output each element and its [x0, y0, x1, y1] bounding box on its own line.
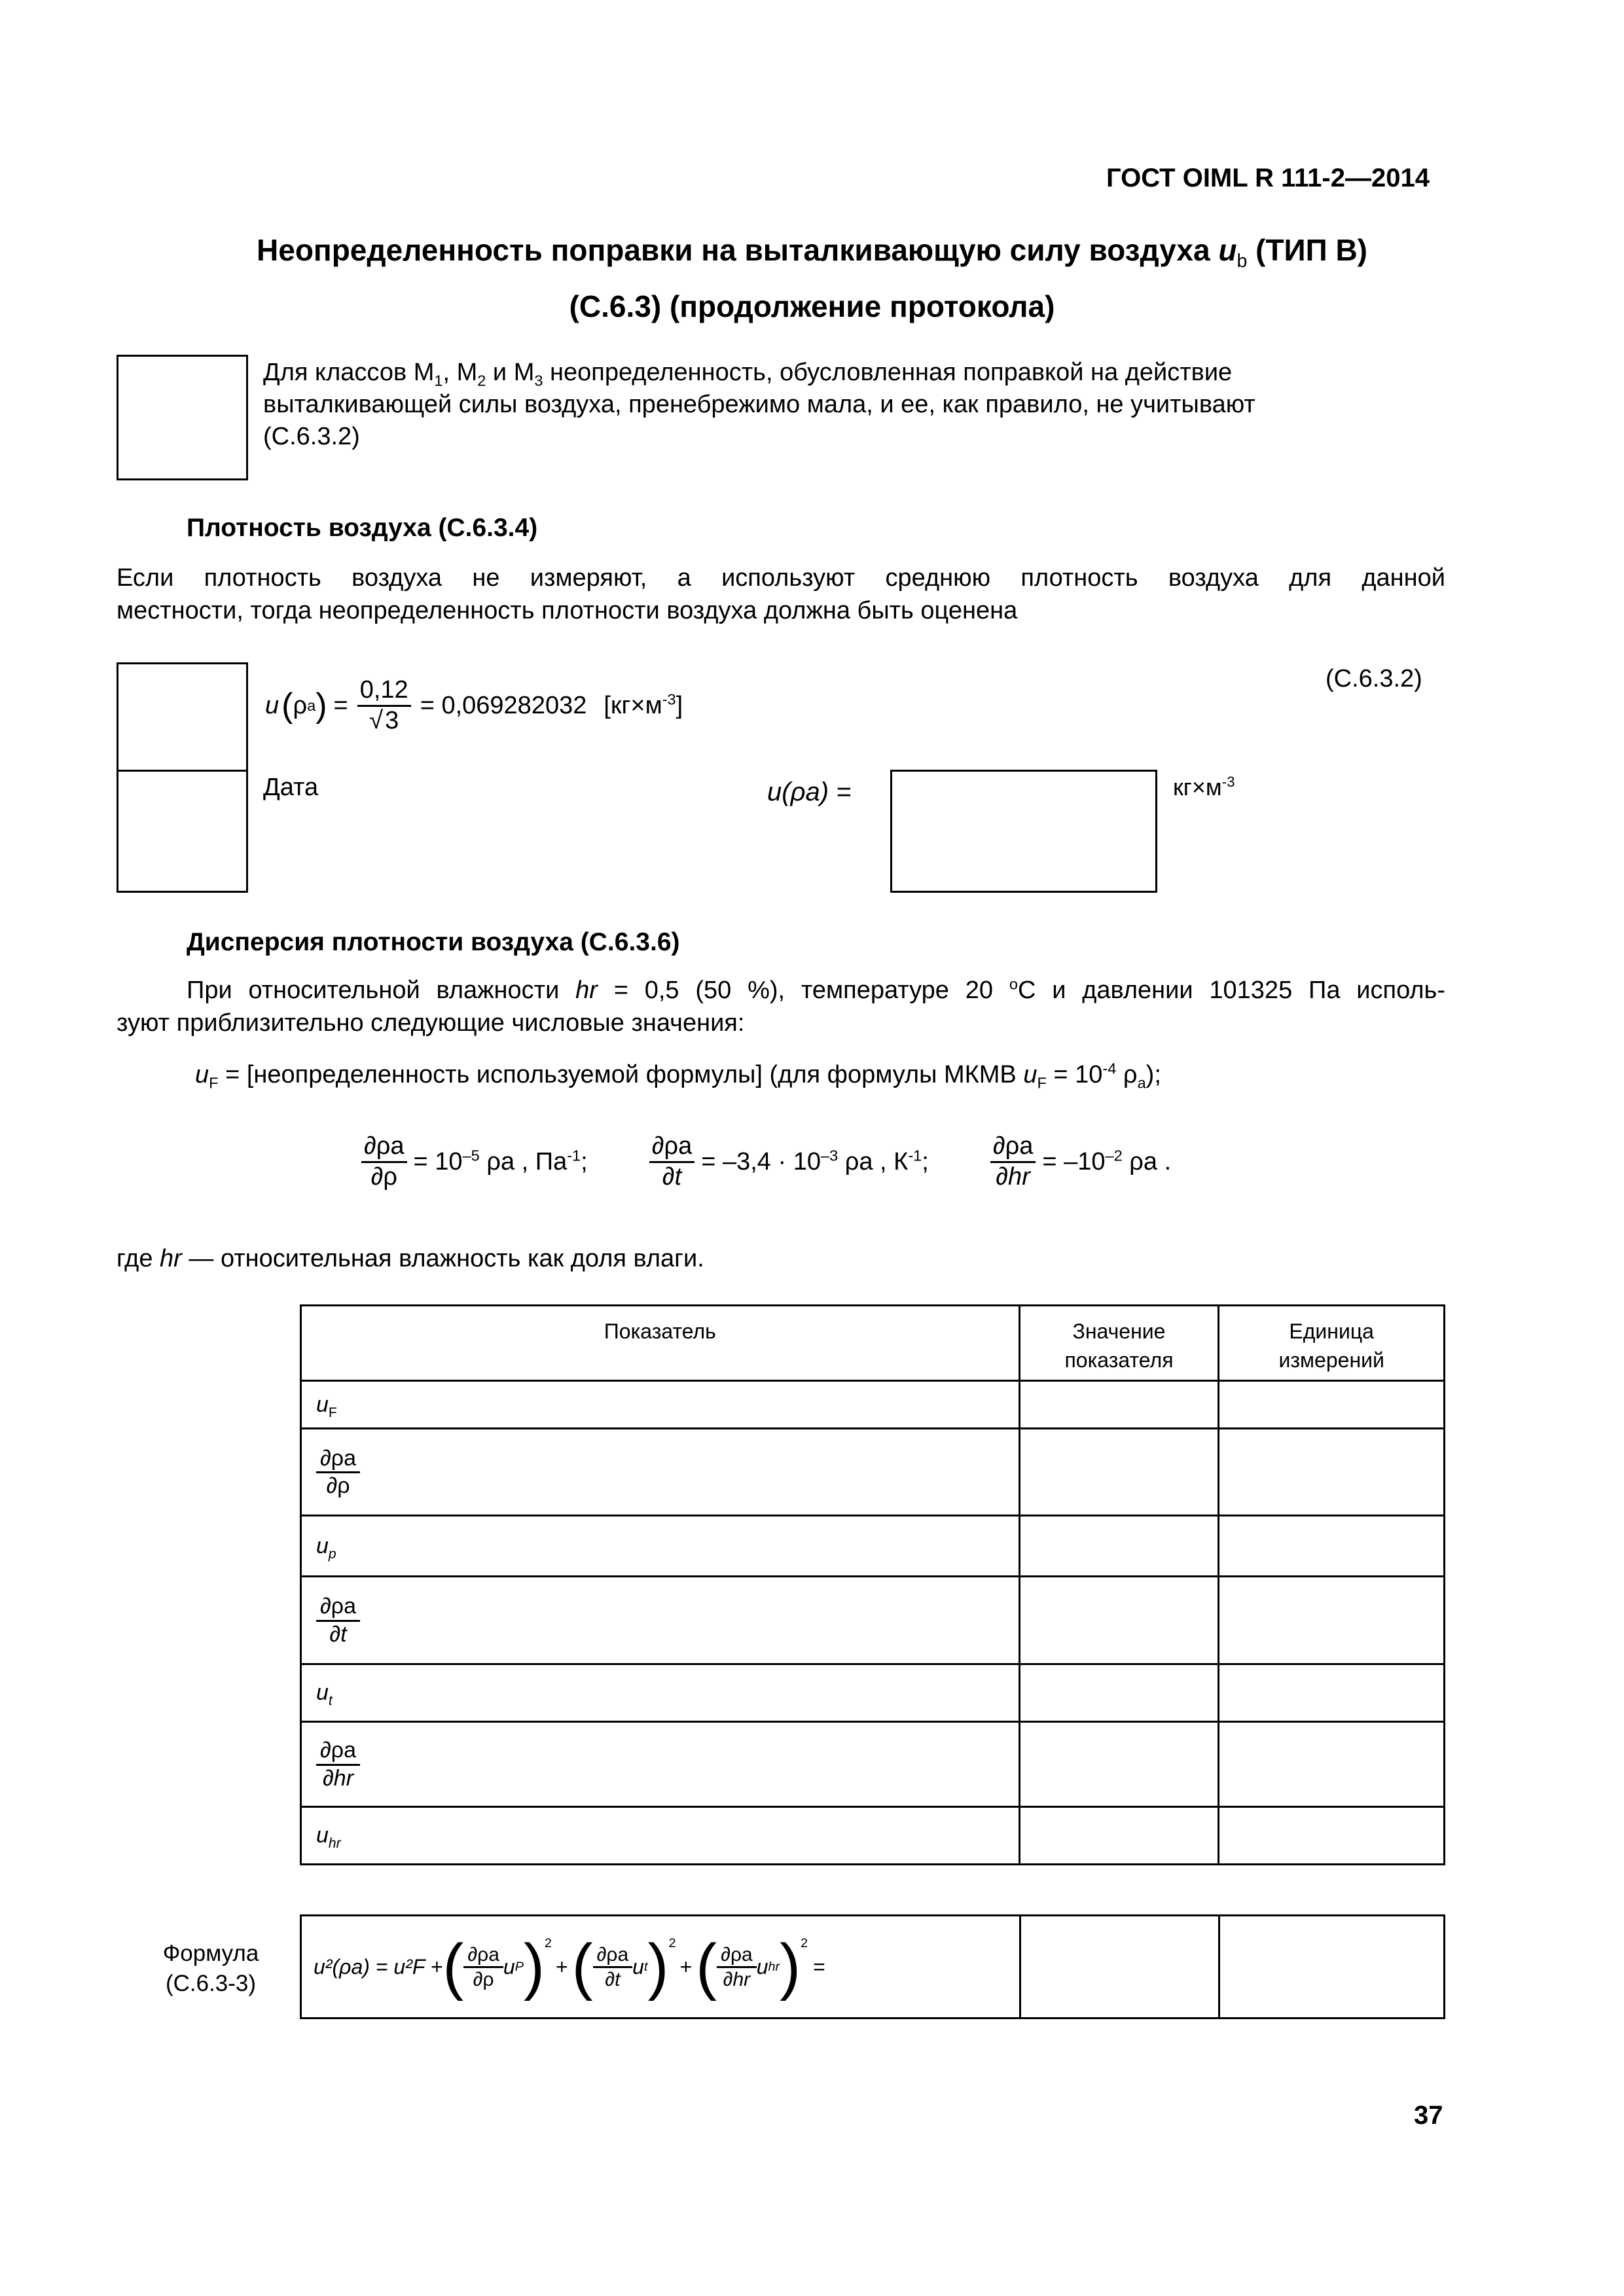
title-u-sub: b [1236, 251, 1248, 272]
table-row [301, 1429, 1445, 1516]
air-density-uncertainty-formula: u ( ρ a ) = $\frac{0,12}{√3}$ = 0,069282032 $[кг\times м^{-3}]$ [265, 675, 683, 734]
note-line-2: выталкивающей силы воздуха, пренебрежимо мала, и ее, как правило, не учитывают [263, 391, 1255, 418]
dispersion-heading: Дисперсия плотности воздуха (С.6.3.6) [187, 928, 680, 956]
title-suffix: (ТИП В) [1247, 233, 1367, 267]
equation-number: (С.6.3.2) [1326, 665, 1422, 692]
row-uhr-unit-cell[interactable] [1219, 1807, 1445, 1865]
formula-value-cell[interactable] [1020, 1916, 1219, 2018]
row-d-hr-label: $\frac{\partial\rho a}{\partial hr}$ [301, 1722, 1020, 1807]
row-uhr-value-cell[interactable] [1019, 1807, 1219, 1865]
table-row [301, 1577, 1445, 1664]
dispersion-paragraph [117, 974, 1445, 1039]
date-checkbox[interactable] [117, 770, 248, 893]
row-d-t-value-cell[interactable] [1019, 1577, 1219, 1664]
formula-unit-cell[interactable] [1219, 1916, 1445, 2018]
formula-fraction: $\frac{0,12}{√3}$ [357, 677, 411, 734]
row-d-hr-value-cell[interactable] [1019, 1722, 1219, 1807]
row-uf-unit-cell[interactable] [1219, 1381, 1445, 1429]
indicators-table [300, 1304, 1445, 1865]
row-d-hr-unit-cell[interactable] [1219, 1722, 1445, 1807]
air-density-para-line-1: Если плотность воздуха не измеряют, а используют среднюю плотность воздуха для данной [117, 564, 1445, 592]
where-clause: где hr — относительная влажность как доля влаги. [117, 1245, 704, 1272]
row-d-rho-label: $\frac{\partial\rho a}{\partial\rho}$ [301, 1429, 1020, 1516]
air-density-result-unit: $кг\times м^{-3}$ [1173, 774, 1235, 800]
combined-formula: u²(ρa) = u²F + ( $\frac{\partial\rho a}{\partial\rho}$ u P ) 2 + ( $\frac{\partial\rho a}{\partial t}$ u t ) 2 + ( $\frac{\partial\rho a}{\partial hr}$ u hr ) 2 = [301, 1916, 1020, 2018]
row-ut-unit-cell[interactable] [1219, 1664, 1445, 1722]
title-u-symbol: u [1218, 233, 1237, 267]
row-up-unit-cell[interactable] [1219, 1516, 1445, 1577]
row-d-rho-unit-cell[interactable] [1219, 1429, 1445, 1516]
title-prefix: Неопределенность поправки на выталкивающую силу воздуха [257, 233, 1219, 267]
row-ut-label: $u_t$ [301, 1664, 1020, 1722]
header-indicator: Показатель [301, 1306, 1020, 1381]
row-d-rho-value-cell[interactable] [1019, 1429, 1219, 1516]
row-uf-label: $u_F$ [301, 1381, 1020, 1429]
row-up-label: $u_p$ [301, 1516, 1020, 1577]
note-line-1: Для классов $M_1$, $M_2$ и $M_3$ неопределенность, обусловленная поправкой на действие [263, 359, 1233, 389]
row-uhr-label: $u_{hr}$ [301, 1807, 1020, 1865]
formula-row [301, 1916, 1445, 2018]
date-label: Дата [263, 774, 319, 801]
deriv-t-fraction: $\frac{\partial\rho a}{\partial t}$ [649, 1134, 695, 1191]
row-d-t-unit-cell[interactable] [1219, 1577, 1445, 1664]
row-d-t-label: $\frac{\partial\rho a}{\partial t}$ [301, 1577, 1020, 1664]
air-density-para-line-2: местности, тогда неопределенность плотности воздуха должна быть оценена [117, 597, 1018, 624]
standard-designation: ГОСТ OIML R 111-2—2014 [1106, 164, 1430, 192]
note-text [263, 357, 1441, 453]
air-density-result-label: u(ρa) = [767, 778, 852, 806]
formula-checkbox[interactable] [117, 662, 248, 772]
table-row [301, 1807, 1445, 1865]
header-value: Значение показателя [1019, 1306, 1219, 1381]
page-number: 37 [1414, 2101, 1443, 2130]
air-density-paragraph [117, 562, 1445, 627]
table-row [301, 1722, 1445, 1807]
air-density-heading: Плотность воздуха (С.6.3.4) [187, 514, 538, 542]
row-uf-value-cell[interactable] [1019, 1381, 1219, 1429]
dispersion-para-line-2: зуют приблизительно следующие числовые значения: [117, 1009, 745, 1037]
dispersion-para-line-1: При относительной влажности hr = 0,5 (50 %), температуре 20 $^o$С и давлении 101325 Па исполь- [187, 975, 1445, 1004]
note-checkbox[interactable] [117, 355, 248, 480]
row-up-value-cell[interactable] [1019, 1516, 1219, 1577]
partial-derivative-values: $\frac{\partial\rho a}{\partial\rho}$ = $10^{-5}$ ρa , $Па^{-1}$; $\frac{\partial\rho a}{\partial t}$ = $-3,4 \cdot 10^{-3}$ ρa , $К^{-1}$; $\frac{\partial\rho a}{\partial hr}$ = $-10^{-2}$ ρa . [359, 1122, 1171, 1201]
table-row [301, 1381, 1445, 1429]
combined-formula-table [300, 1914, 1445, 2019]
page-title [0, 230, 1624, 270]
page-subtitle: (С.6.3) (продолжение протокола) [569, 289, 1055, 323]
air-density-result-field[interactable] [890, 770, 1157, 893]
header-unit: Единица измерений [1219, 1306, 1445, 1381]
row-ut-value-cell[interactable] [1019, 1664, 1219, 1722]
formula-label: Формула (С.6.3-3) [162, 1941, 259, 1996]
note-line-3: (С.6.3.2) [263, 423, 360, 450]
table-header-row [301, 1306, 1445, 1381]
uf-definition: $u_F$ = [неопределенность используемой формулы] (для формулы МКМВ $u_F = 10^{-4}$ $\rho_a$); [195, 1060, 1161, 1092]
table-row [301, 1516, 1445, 1577]
deriv-hr-fraction: $\frac{\partial\rho a}{\partial hr}$ [990, 1134, 1036, 1191]
table-row [301, 1664, 1445, 1722]
deriv-rho-fraction: $\frac{\partial\rho a}{\partial\rho}$ [361, 1134, 407, 1191]
